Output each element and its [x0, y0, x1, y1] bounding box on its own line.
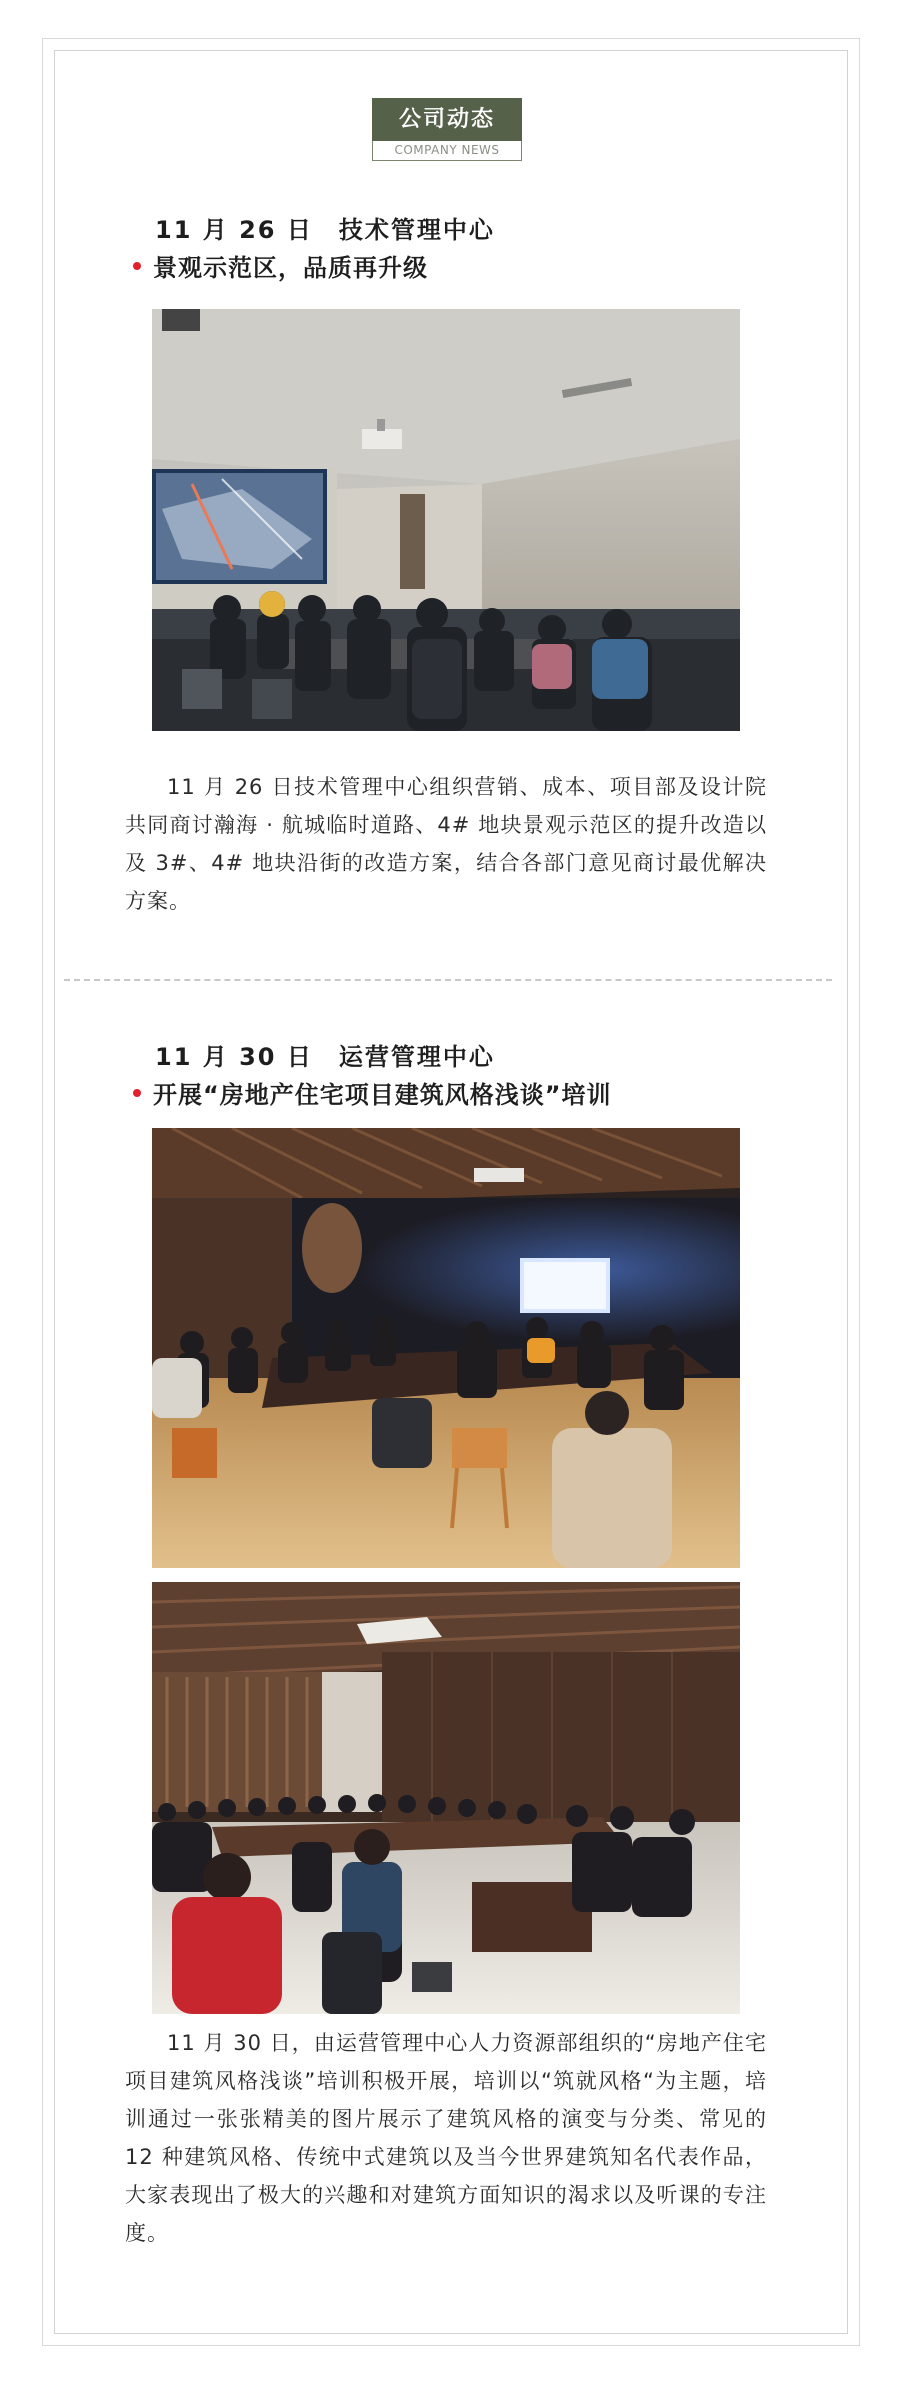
photo-meeting-room-presentation: [152, 309, 740, 731]
news-department: 技术管理中心: [338, 216, 495, 244]
section-divider: [64, 979, 832, 981]
news-date: 11 月 26 日: [155, 216, 313, 244]
news-date-line: [155, 1037, 495, 1072]
bullet-dot-icon: [133, 262, 141, 270]
news-title-line: [133, 248, 428, 283]
news-title-line: [133, 1075, 612, 1110]
news-date-line: [155, 210, 495, 245]
header-title-cn: 公司动态: [372, 98, 522, 141]
photo-training-room-wide: [152, 1128, 740, 1568]
photo-training-room-audience: [152, 1582, 740, 2014]
news-title: 开展“房地产住宅项目建筑风格浅谈”培训: [153, 1081, 612, 1109]
bullet-dot-icon: [133, 1089, 141, 1097]
news-body: 11 月 30 日，由运营管理中心人力资源部组织的“房地产住宅项目建筑风格浅谈”培训积极开展，培训以“筑就风格“为主题，培训通过一张张精美的图片展示了建筑风格的演变与分类、常见的 12 种建筑风格、传统中式建筑以及当今世界建筑知名代表作品，大家表现出了极大的兴趣和对建筑方面知识的渴求以及听课的专注度。: [125, 2031, 767, 2245]
meeting-photo-1: [152, 309, 740, 731]
news-department: 运营管理中心: [338, 1043, 495, 1071]
news-title: 景观示范区，品质再升级: [153, 254, 428, 282]
section-header-badge: [372, 98, 522, 161]
training-photo-1: [152, 1128, 740, 1568]
news-body: 11 月 26 日技术管理中心组织营销、成本、项目部及设计院共同商讨瀚海 · 航城临时道路、4# 地块景观示范区的提升改造以及 3#、4# 地块沿街的改造方案，结合各部门意见商讨最优解决方案。: [125, 775, 767, 913]
header-title-en: COMPANY NEWS: [372, 141, 522, 161]
training-photo-2: [152, 1582, 740, 2014]
news-date: 11 月 30 日: [155, 1043, 313, 1071]
